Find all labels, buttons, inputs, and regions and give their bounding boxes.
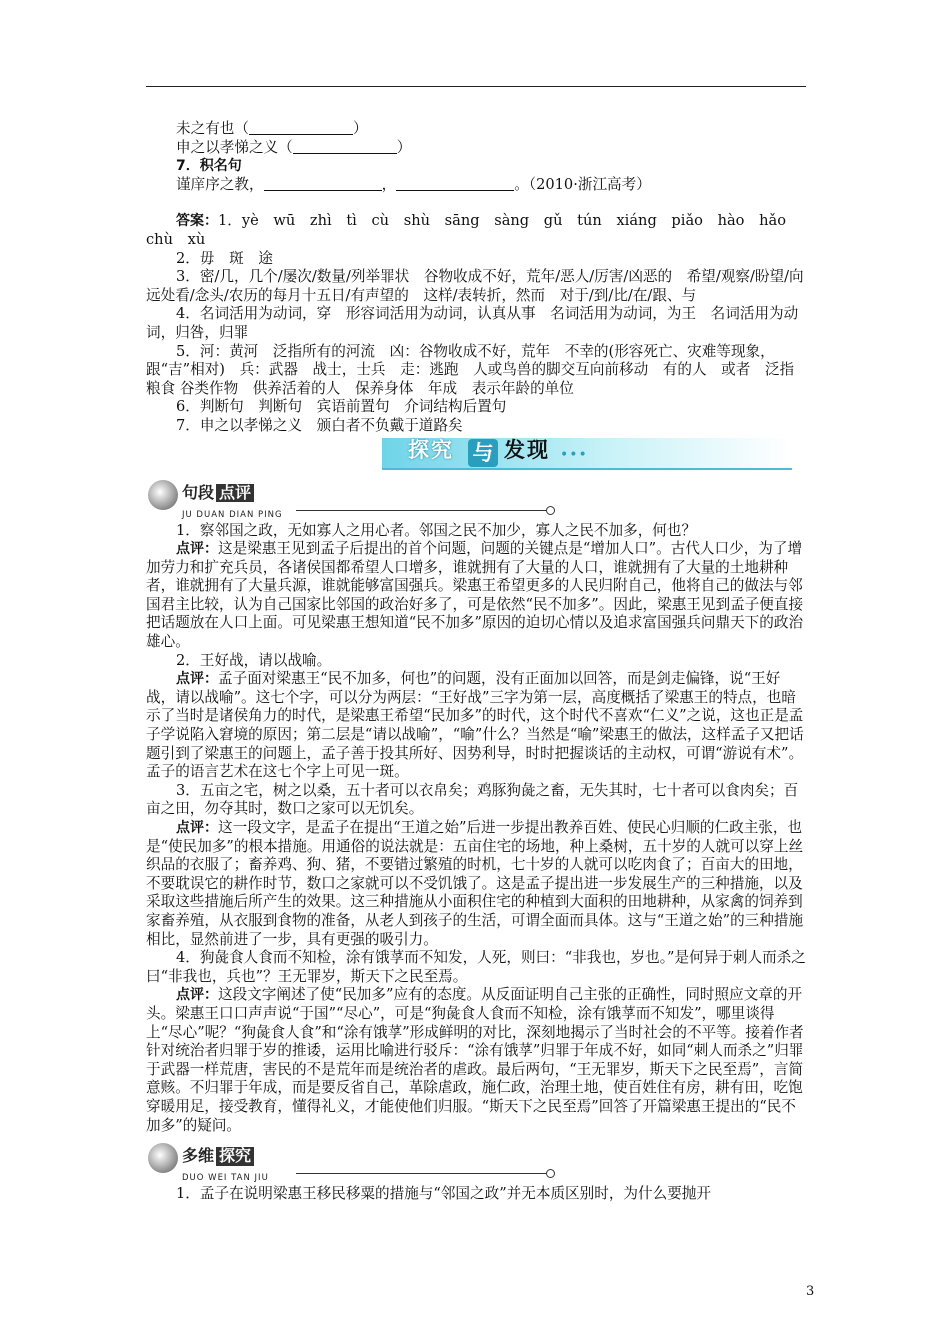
page-number: 3	[806, 1284, 815, 1299]
line-shenzhi	[146, 139, 806, 158]
line-tail: ）	[396, 138, 412, 156]
question-7-text	[146, 176, 806, 195]
section-title-a: 多维	[182, 1146, 215, 1166]
banner-dots: •••	[560, 446, 588, 463]
comment-text: 这段文字阐述了使“民加多”应有的态度。从反面证明自己主张的正确性，同时照应文章的开头。梁惠王口口声声说“于国”“尽心”，可是“狗彘食人食而不知检，涂有饿莩而不知发”，哪里谈得上“尽心”呢？“狗彘食人食”和“涂有饿莩”形成鲜明的对比，深刻地揭示了当时社会的不平等。接着作者针对统治者归罪于岁的推诿，运用比喻进行驳斥：“涂有饿莩”归罪于年成不好，如同“刺人而杀之”归罪于武器一样荒唐，害民的不是荒年而是统治者的虐政。最后两句，“王无罪岁，斯天下之民至焉”，言简意赅。不归罪于年成，而是要反省自己，革除虐政，施仁政，治理土地，使百姓住有房，耕有田，吃饱穿暖用足，接受教育，懂得礼义，才能使他们归服。“斯天下之民至焉”回答了开篇梁惠王提出的“民不加多”的疑问。	[146, 986, 804, 1134]
comment-label: 点评：	[176, 820, 218, 836]
play-disc-icon	[148, 1143, 178, 1173]
answer-3: 3．密/几，几个/屡次/数量/列举罪状 谷物收成不好，荒年/恶人/厉害/凶恶的 希望/观察/盼望/向远处看/念头/农历的每月十五日/有声望的 这样/表转折，然而 对于/到/比/在/跟、与	[146, 268, 804, 304]
header-rule	[146, 86, 806, 87]
section-rule-knob	[546, 1169, 555, 1178]
q7-part-b: 。（2010·浙江高考）	[514, 175, 651, 193]
explore-question-1: 1．孟子在说明梁惠王移民移粟的措施与“邻国之政”并无本质区别时，为什么要抛开	[176, 1185, 711, 1203]
section-rule	[296, 1173, 546, 1174]
item-3-quote: 3．五亩之宅，树之以桑，五十者可以衣帛矣；鸡豚狗彘之畜，无失其时，七十者可以食肉矣；百亩之田，勿夺其时，数口之家可以无饥矣。	[146, 781, 799, 818]
line-text: 未之有也（	[176, 120, 249, 137]
item-2-quote: 2．王好战，请以战喻。	[176, 651, 332, 669]
answer-1: 1．yè wū zhì tì cù shù sāng sàng gǔ tún xiáng piǎo hào hǎo chù xù	[146, 212, 786, 248]
section-subtitle: JU DUAN DIAN PING	[182, 509, 283, 520]
section-title-a: 句段	[182, 482, 215, 502]
answer-blank	[293, 139, 397, 154]
line-text: 申之以孝悌之义（	[176, 138, 293, 156]
answer-4: 4．名词活用为动词，穿 形容词活用为动词，认真从事 名词活用为动词，为王 名词活用为动词，归咎，归罪	[146, 305, 799, 341]
line-weizhi	[146, 120, 806, 139]
item-4-quote: 4．狗彘食人食而不知检，涂有饿莩而不知发，人死，则曰：“非我也，岁也。”是何异于刺人而杀之曰“非我也，兵也”？王无罪岁，斯天下之民至焉。	[146, 949, 806, 985]
answer-blank	[249, 120, 353, 135]
section-subtitle: DUO WEI TAN JIU	[182, 1173, 269, 1184]
section-title	[182, 1147, 254, 1166]
item-3-comment	[146, 819, 806, 949]
explore-banner	[146, 438, 806, 474]
section-header-duowei	[146, 1143, 806, 1183]
comment-text: 这一段文字，是孟子在提出“王道之始”后进一步提出教养百姓、使民心归顺的仁政主张，也是“使民加多”的根本措施。用通俗的说法就是：五亩住宅的场地，种上桑树，五十岁的人就可以穿上丝织品的衣服了；畜养鸡、狗、猪，不要错过繁殖的时机，七十岁的人就可以吃肉食了；百亩大的田地，不要耽误它的耕作时节，数口之家就可以不受饥饿了。这是孟子提出进一步发展生产的三种措施，以及采取这些措施后所产生的效果。这三种措施从小面积住宅的种植到大面积的田地耕种，从家禽的饲养到家畜养殖，从衣服到食物的准备，从老人到孩子的生活，可谓全面而具体。这与“王道之始”的三种措施相比，显然前进了一步，具有更强的吸引力。	[146, 819, 804, 948]
answer-6: 6．判断句 判断句 宾语前置句 介词结构后置句	[176, 398, 507, 416]
comment-text: 这是梁惠王见到孟子后提出的首个问题，问题的关键点是“增加人口”。古代人口少，为了增加劳力和扩充兵员，各诸侯国都希望人口增多，谁就拥有了大量的人口，谁就拥有了大量的土地耕种者，谁就拥有了大量兵源，谁就能够富国强兵。梁惠王希望更多的人民归附自己，他将自己的做法与邻国君主比较，认为自己国家比邻国的政治好多了，可是依然“民不加多”。因此，梁惠王见到孟子便直接把话题放在人口上面。可见梁惠王想知道“民不加多”原因的迫切心情以及追求富国强兵问鼎天下的政治雄心。	[146, 540, 804, 651]
question-7-title: 7．积名句	[176, 158, 242, 175]
q7-part-a: 谨庠序之教，	[176, 175, 264, 193]
magnifier-icon	[148, 480, 178, 510]
section-title-b: 探究	[216, 1147, 254, 1166]
section-title-b: 点评	[216, 484, 254, 503]
banner-connector: 与	[468, 439, 498, 467]
page-content	[146, 120, 806, 1204]
answers-line-1	[146, 212, 806, 249]
section-rule	[296, 510, 546, 511]
comment-label: 点评：	[176, 987, 218, 1004]
comment-label: 点评：	[176, 671, 218, 688]
comment-text: 孟子面对梁惠王“民不加多，何也”的问题，没有正面加以回答，而是剑走偏锋，说“王好战，请以战喻”。这七个字，可以分为两层：“王好战”三字为第一层，高度概括了梁惠王的特点，也暗示了当时是诸侯角力的时代，是梁惠王希望“民加多”的时代，这个时代不喜欢“仁义”之说，这也正是孟子学说陷入窘境的原因；第二层是“请以战喻”，“喻”什么？当然是“喻”梁惠王的做法，这样孟子又把话题引到了梁惠王的问题上，孟子善于投其所好、因势利导，时时把握谈话的主动权，可谓“游说有术”。孟子的语言艺术在这七个字上可见一斑。	[146, 670, 804, 781]
item-2-comment	[146, 670, 806, 782]
q7-sep: ，	[381, 175, 397, 193]
section-header-judian	[146, 480, 806, 520]
answers-label: 答案：	[176, 213, 218, 230]
item-1-comment	[146, 540, 806, 652]
section-rule-knob	[546, 506, 555, 515]
banner-part1: 探究	[408, 437, 454, 462]
item-1-quote: 1．察邻国之政，无如寡人之用心者。邻国之民不加少，寡人之民不加多，何也？	[176, 521, 697, 539]
answer-2: 2．毋 斑 途	[176, 249, 273, 267]
answer-blank	[396, 176, 514, 191]
answer-blank	[264, 176, 382, 191]
section-title	[182, 484, 254, 503]
comment-label: 点评：	[176, 541, 218, 558]
answer-5: 5．河：黄河 泛指所有的河流 凶：谷物收成不好，荒年 不幸的(形容死亡、灾难等现象，跟“吉”相对) 兵：武器 战士，士兵 走：逃跑 人或鸟兽的脚交互向前移动 有的人 或者 泛指粮食 谷类作物 供养活着的人 保养身体 年成 表示年龄的单位	[146, 342, 795, 397]
answer-7: 7．申之以孝悌之义 颁白者不负戴于道路矣	[176, 416, 463, 434]
banner-part2: 发现	[504, 437, 550, 462]
item-4-comment	[146, 986, 806, 1135]
line-tail: ）	[352, 120, 368, 137]
